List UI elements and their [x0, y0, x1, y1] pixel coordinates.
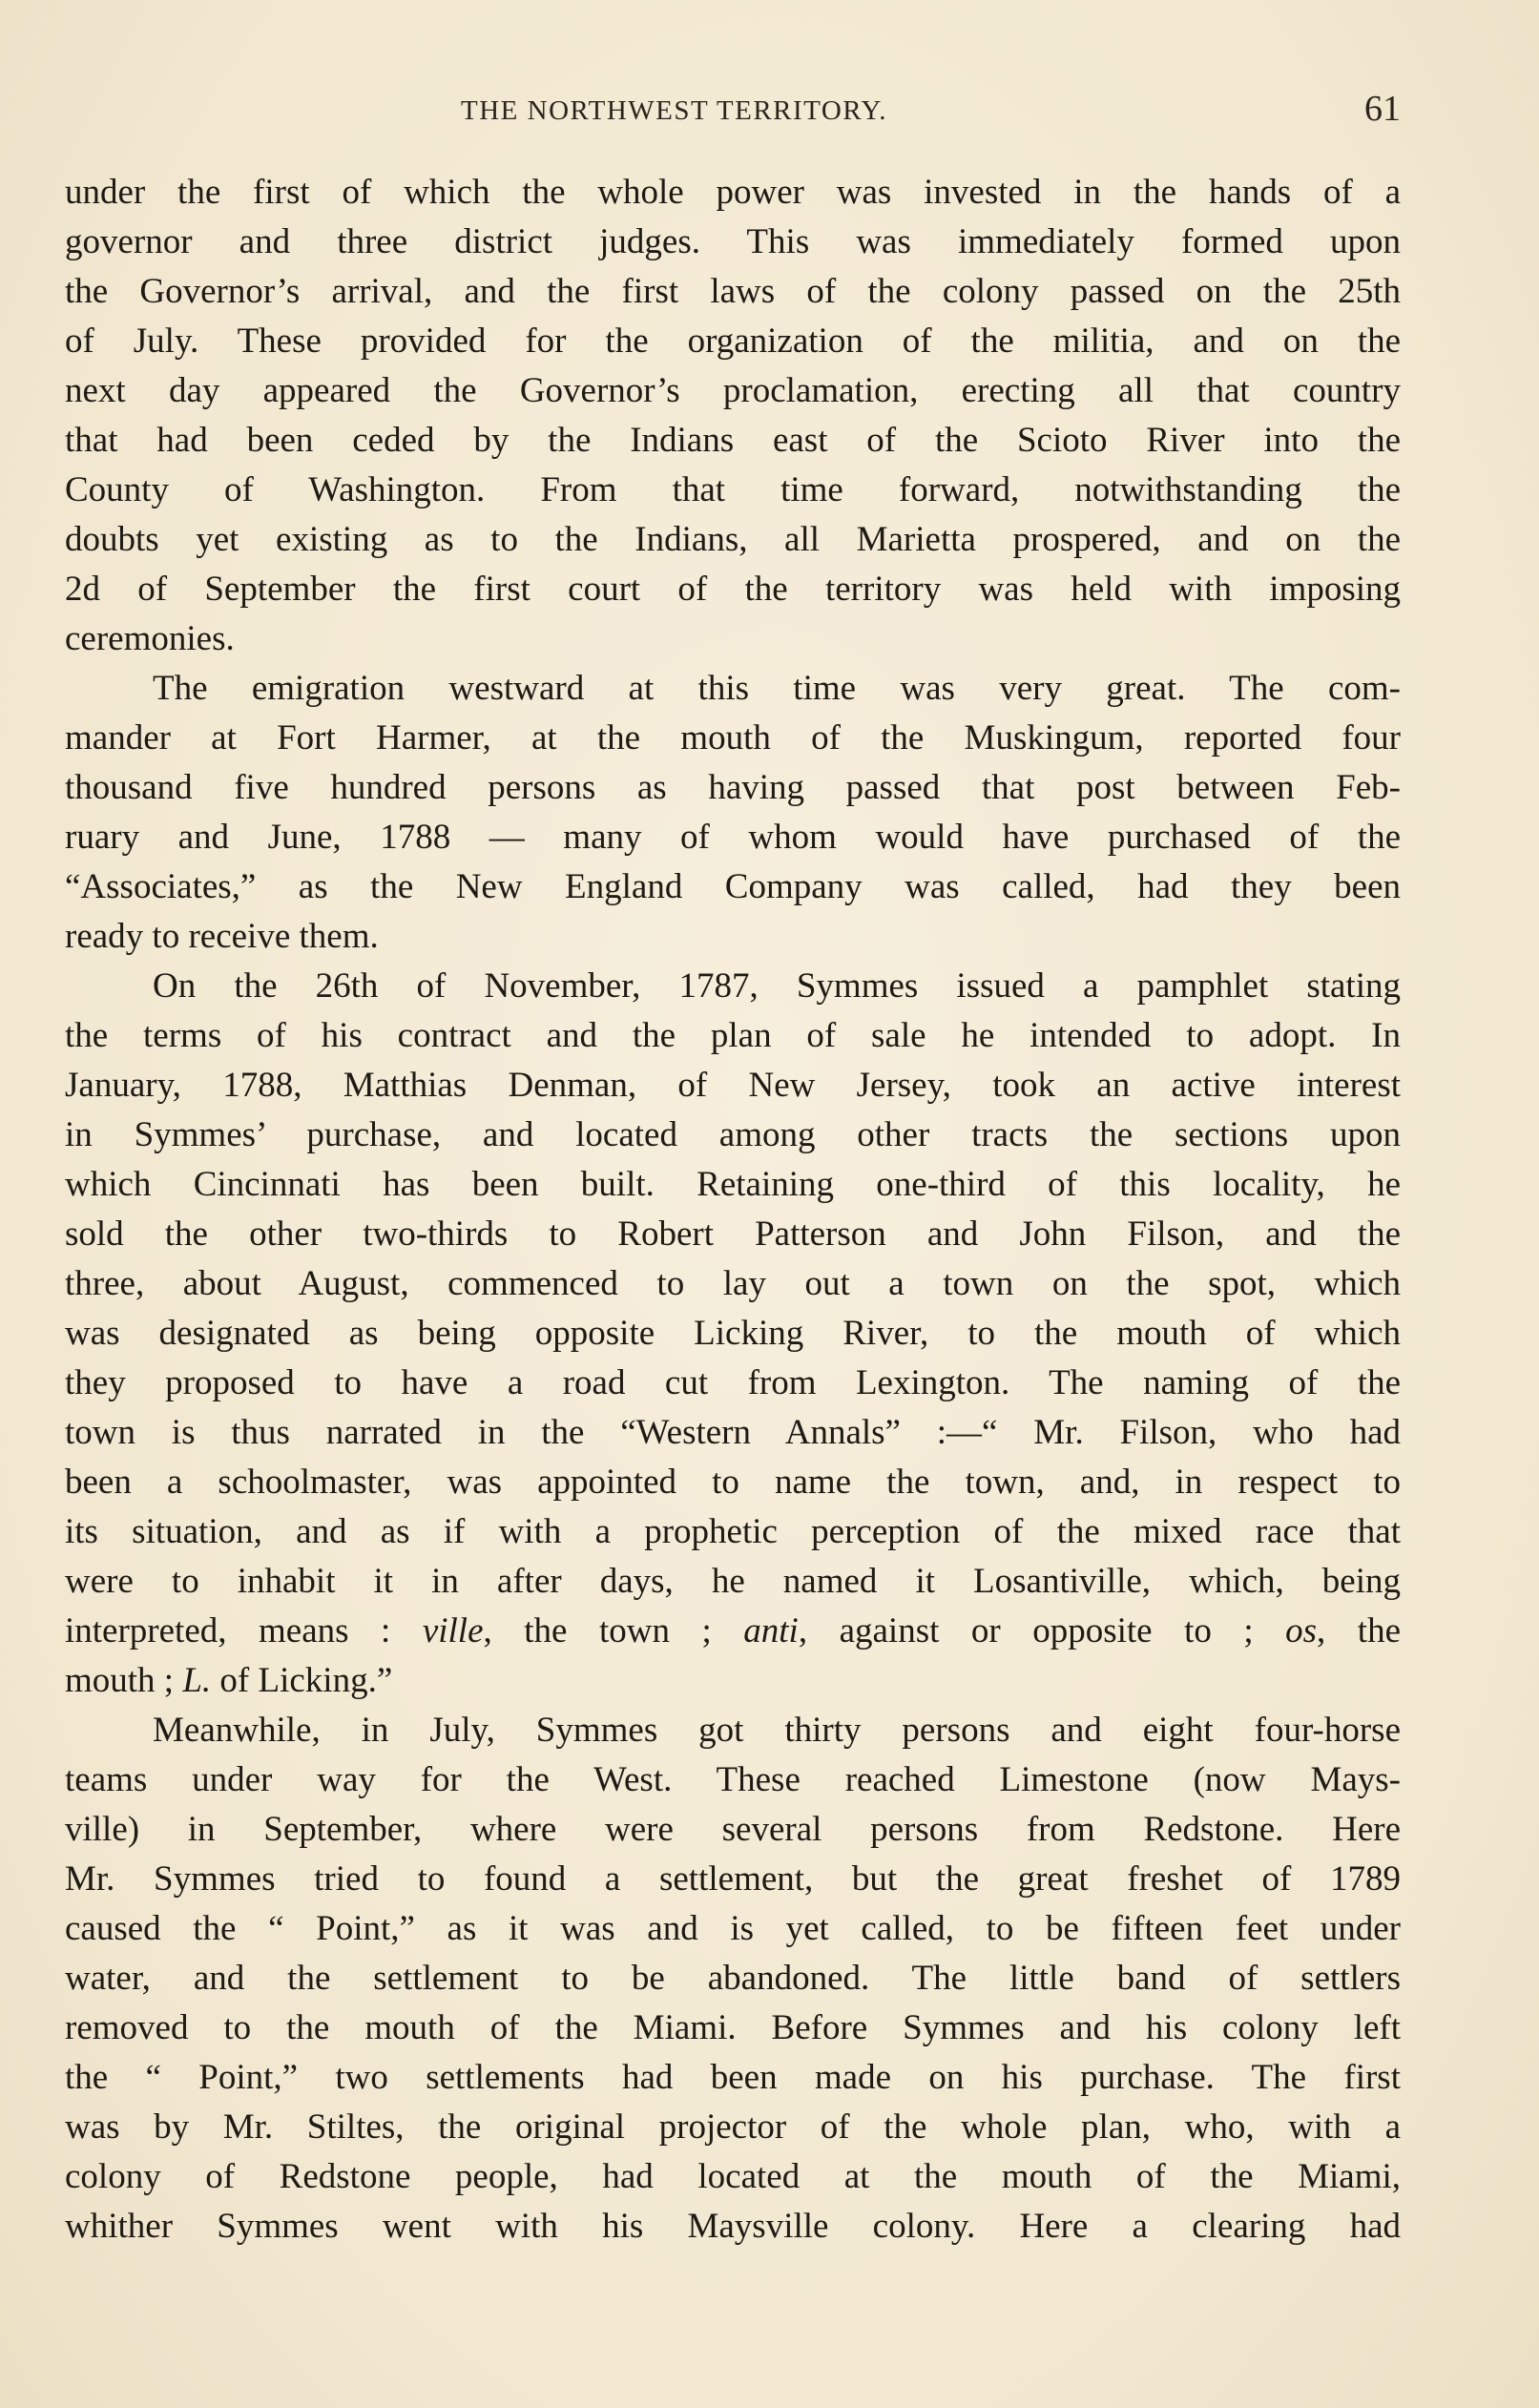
text-line: town is thus narrated in the “Western Annals” :—“ Mr. Filson, who had	[65, 1413, 1401, 1452]
text-line-with-italics	[65, 1607, 1401, 1656]
text-line: of July. These provided for the organization of the militia, and on the	[65, 322, 1401, 361]
text-line: whither Symmes went with his Maysville colony. Here a clearing had	[65, 2207, 1401, 2246]
text-line: in Symmes’ purchase, and located among other tracts the sections upon	[65, 1115, 1401, 1154]
italic-run: ville	[422, 1611, 484, 1650]
running-title: THE NORTHWEST TERRITORY.	[461, 95, 887, 126]
italic-run: anti	[743, 1611, 799, 1650]
text-line: that had been ceded by the Indians east of the Scioto River into the	[65, 421, 1401, 460]
text-line: colony of Redstone people, had located at the mouth of the Miami,	[65, 2157, 1401, 2196]
page-number: 61	[1364, 89, 1401, 129]
paragraph-first-line: Meanwhile, in July, Symmes got thirty persons and eight four-horse	[153, 1711, 1401, 1750]
text-line: was designated as being opposite Licking River, to the mouth of which	[65, 1314, 1401, 1353]
text-line: Mr. Symmes tried to found a settlement, but the great freshet of 1789	[65, 1859, 1401, 1899]
text-run: mouth ;	[65, 1661, 183, 1700]
text-line: next day appeared the Governor’s proclamation, erecting all that country	[65, 371, 1401, 410]
text-line-with-italics	[65, 1656, 1401, 1706]
text-line: ville) in September, where were several persons from Redstone. Here	[65, 1810, 1401, 1849]
text-line: been a schoolmaster, was appointed to name the town, and, in respect to	[65, 1463, 1401, 1502]
paragraph-first-line: On the 26th of November, 1787, Symmes issued a pamphlet stating	[153, 966, 1401, 1006]
text-line: governor and three district judges. This was immediately formed upon	[65, 222, 1401, 261]
italic-run: L.	[182, 1661, 212, 1700]
text-run: , the town ;	[483, 1611, 744, 1650]
text-line: sold the other two-thirds to Robert Patterson and John Filson, and the	[65, 1214, 1401, 1254]
text-line: “Associates,” as the New England Company was called, had they been	[65, 867, 1401, 906]
text-run: interpreted, means :	[65, 1611, 423, 1650]
text-line: the Governor’s arrival, and the first laws of the colony passed on the 25th	[65, 272, 1401, 311]
text-line: 2d of September the first court of the territory was held with imposing	[65, 570, 1401, 609]
text-line: the “ Point,” two settlements had been made on his purchase. The first	[65, 2058, 1401, 2097]
text-line: three, about August, commenced to lay out a town on the spot, which	[65, 1264, 1401, 1303]
text-line: teams under way for the West. These reached Limestone (now Mays-	[65, 1760, 1401, 1799]
text-line: caused the “ Point,” as it was and is yet called, to be fifteen feet under	[65, 1909, 1401, 1948]
text-line: the terms of his contract and the plan of sale he intended to adopt. In	[65, 1016, 1401, 1055]
text-line: were to inhabit it in after days, he named it Losantiville, which, being	[65, 1562, 1401, 1601]
text-line: which Cincinnati has been built. Retaining one-third of this locality, he	[65, 1165, 1401, 1204]
text-line: January, 1788, Matthias Denman, of New Jersey, took an active interest	[65, 1066, 1401, 1105]
text-line: water, and the settlement to be abandoned. The little band of settlers	[65, 1959, 1401, 1998]
running-head	[65, 88, 1401, 130]
body-text	[65, 168, 1401, 2252]
text-run: of Licking.”	[211, 1661, 393, 1700]
text-line: ruary and June, 1788 — many of whom would have purchased of the	[65, 818, 1401, 857]
text-line: its situation, and as if with a prophetic perception of the mixed race that	[65, 1512, 1401, 1551]
text-line: under the first of which the whole power was invested in the hands of a	[65, 173, 1401, 212]
text-line: County of Washington. From that time forward, notwithstanding the	[65, 470, 1401, 509]
text-line: ceremonies.	[65, 619, 235, 658]
text-line: doubts yet existing as to the Indians, all Marietta prospered, and on the	[65, 520, 1401, 559]
text-line: was by Mr. Stiltes, the original projector of the whole plan, who, with a	[65, 2107, 1401, 2147]
text-line: removed to the mouth of the Miami. Before Symmes and his colony left	[65, 2008, 1401, 2047]
text-run: , against or opposite to ;	[798, 1611, 1286, 1650]
paragraph-first-line: The emigration westward at this time was very great. The com-	[153, 669, 1401, 708]
text-line: thousand five hundred persons as having passed that post between Feb-	[65, 768, 1401, 807]
text-line: ready to receive them.	[65, 917, 379, 956]
text-line: mander at Fort Harmer, at the mouth of the Muskingum, reported four	[65, 718, 1401, 758]
italic-run: os	[1285, 1611, 1318, 1650]
text-line: they proposed to have a road cut from Lexington. The naming of the	[65, 1363, 1401, 1402]
text-run: , the	[1317, 1611, 1402, 1650]
